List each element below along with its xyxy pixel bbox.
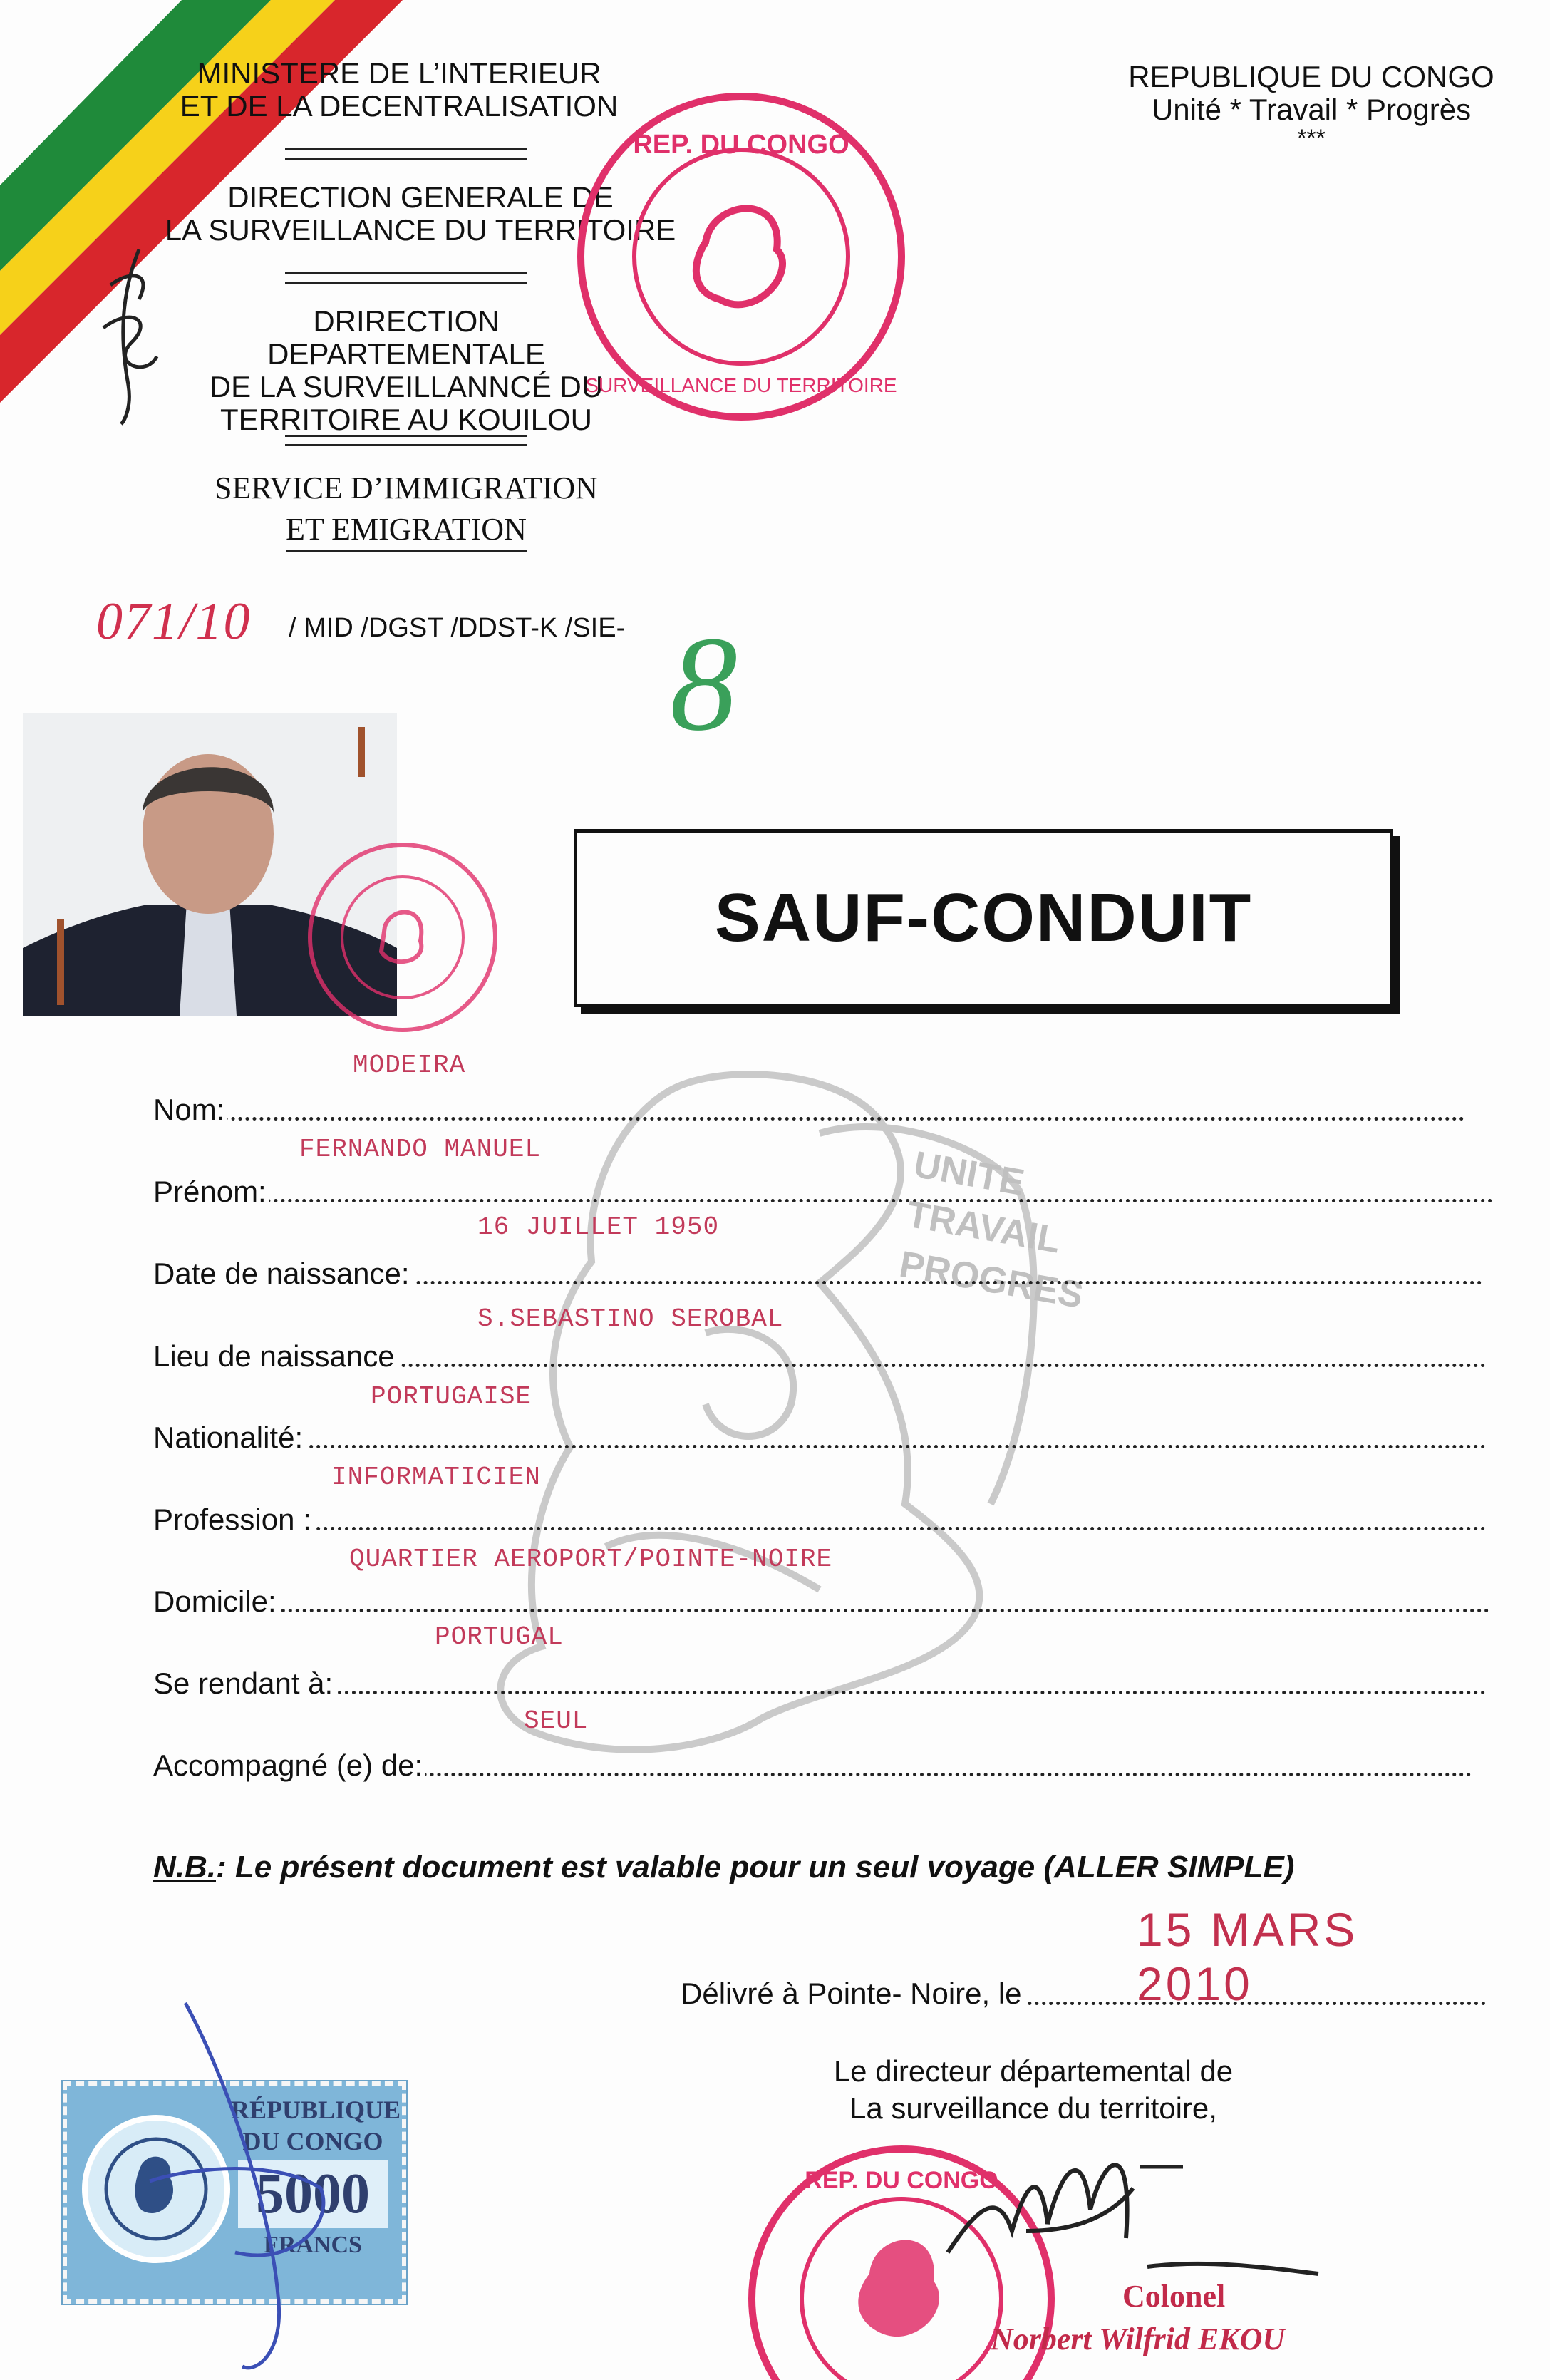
stamp-cancellation-scribble: [107, 1996, 342, 2380]
field-label: Date de naissance:: [153, 1257, 413, 1290]
field-label: Se rendant à:: [153, 1667, 336, 1700]
watermark-progres: PROGRES: [896, 1243, 1087, 1317]
watermark-unite: UNITE: [910, 1143, 1028, 1204]
signatory-rank: Colonel: [1122, 2279, 1226, 2314]
field-nationalite: [153, 1382, 1486, 1454]
motto-stars: ***: [1297, 125, 1326, 152]
initials-scribble: [89, 242, 167, 428]
fill-line: [153, 1199, 1493, 1202]
fiscal-stamp-country-2: DU CONGO: [242, 2127, 383, 2155]
fiscal-stamp-country-1: RÉPUBLIQUE: [231, 2096, 401, 2124]
fill-line: [153, 1117, 1464, 1121]
handwritten-signature: [919, 2124, 1326, 2302]
republic-heading: [1090, 61, 1532, 150]
document-title-box: [574, 829, 1393, 1007]
ministry-line-2: ET DE LA DECENTRALISATION: [180, 89, 619, 123]
divider: [285, 272, 527, 284]
field-label: Accompagné (e) de:: [153, 1749, 425, 1782]
fiscal-stamp-amount: 5000: [238, 2160, 388, 2228]
field-value[interactable]: PORTUGAL: [435, 1622, 564, 1652]
stamp-bottom-text: REP. DU CONGO: [805, 2167, 998, 2194]
service-line-1: SERVICE D’IMMIGRATION: [215, 470, 598, 505]
field-value[interactable]: MODEIRA: [353, 1051, 466, 1080]
signatory-title-line-2: La surveillance du territoire,: [849, 2091, 1217, 2125]
field-value[interactable]: QUARTIER AEROPORT/POINTE-NOIRE: [349, 1545, 833, 1574]
field-value[interactable]: S.SEBASTINO SEROBAL: [477, 1304, 784, 1334]
direction-generale-line-2: LA SURVEILLANCE DU TERRITOIRE: [165, 213, 676, 247]
watermark-travail: TRAVAIL: [903, 1193, 1064, 1262]
photo-stamp: [299, 834, 506, 1041]
field-lieu-naissance: [153, 1304, 1486, 1373]
service-line-2: ET EMIGRATION: [286, 509, 527, 552]
service-heading: [150, 468, 663, 552]
reference-number: 071/10: [96, 592, 252, 651]
note-prefix: N.B.: [153, 1850, 216, 1885]
field-profession: [153, 1463, 1486, 1536]
ministry-line-1: MINISTERE DE L’INTERIEUR: [197, 56, 601, 90]
stamp-ring-text: SURVEILLANCE DU TERRITOIRE: [585, 374, 897, 396]
divider: [285, 148, 527, 160]
field-value[interactable]: 16 JUILLET 1950: [477, 1212, 720, 1242]
field-value[interactable]: INFORMATICIEN: [331, 1463, 541, 1492]
green-handwritten-mark: 8: [670, 609, 738, 759]
signatory-name: Norbert Wilfrid EKOU: [991, 2322, 1286, 2356]
field-label: Profession :: [153, 1503, 314, 1536]
validity-note: [153, 1850, 1294, 1885]
field-se-rendant: [153, 1622, 1486, 1700]
field-label: Nom:: [153, 1093, 227, 1126]
field-label: Prénom:: [153, 1175, 269, 1208]
field-value[interactable]: SEUL: [524, 1706, 589, 1736]
fill-line: [153, 1527, 1486, 1530]
fill-line: [153, 1445, 1486, 1448]
field-value[interactable]: PORTUGAISE: [371, 1382, 532, 1411]
fill-line: [153, 1609, 1489, 1612]
issued-date[interactable]: 15 MARS 2010: [1137, 1903, 1358, 2010]
document-title: SAUF-CONDUIT: [714, 880, 1253, 956]
field-nom: [153, 1051, 1464, 1126]
country-name: REPUBLIQUE DU CONGO: [1128, 60, 1494, 93]
field-value[interactable]: FERNANDO MANUEL: [299, 1135, 542, 1164]
signatory-block: [991, 2277, 1418, 2363]
national-motto: Unité * Travail * Progrès: [1151, 93, 1472, 126]
direction-departementale-line-2: DE LA SURVEILLANNCÉ DU: [209, 370, 604, 403]
note-text: : Le présent document est valable pour un seul voyage (ALLER SIMPLE): [216, 1850, 1295, 1885]
signatory-title-line-1: Le directeur départemental de: [833, 2054, 1234, 2088]
fiscal-stamp-currency: FRANCS: [264, 2232, 362, 2258]
fill-line: [153, 1691, 1486, 1694]
field-domicile: [153, 1545, 1489, 1618]
stamp-top-text: REP. DU CONGO: [633, 130, 849, 160]
reference-suffix: / MID /DGST /DDST-K /SIE-: [289, 613, 626, 643]
issued-label: Délivré à Pointe- Noire, le: [681, 1977, 1025, 2011]
field-label: Domicile:: [153, 1585, 279, 1618]
divider: [285, 435, 527, 446]
field-label: Lieu de naissance: [153, 1340, 398, 1373]
direction-departementale-line-1: DRIRECTION DEPARTEMENTALE: [267, 304, 545, 371]
issued-line: [681, 1903, 1486, 2014]
direction-generale-line-1: DIRECTION GENERALE DE: [227, 180, 614, 214]
field-label: Nationalité:: [153, 1421, 306, 1454]
official-stamp-top: [570, 86, 912, 428]
reference-line: [96, 592, 738, 649]
field-accompagne: [153, 1706, 1472, 1782]
direction-departementale-line-3: TERRITOIRE AU KOUILOU: [220, 403, 592, 436]
field-prenom: [153, 1135, 1493, 1208]
